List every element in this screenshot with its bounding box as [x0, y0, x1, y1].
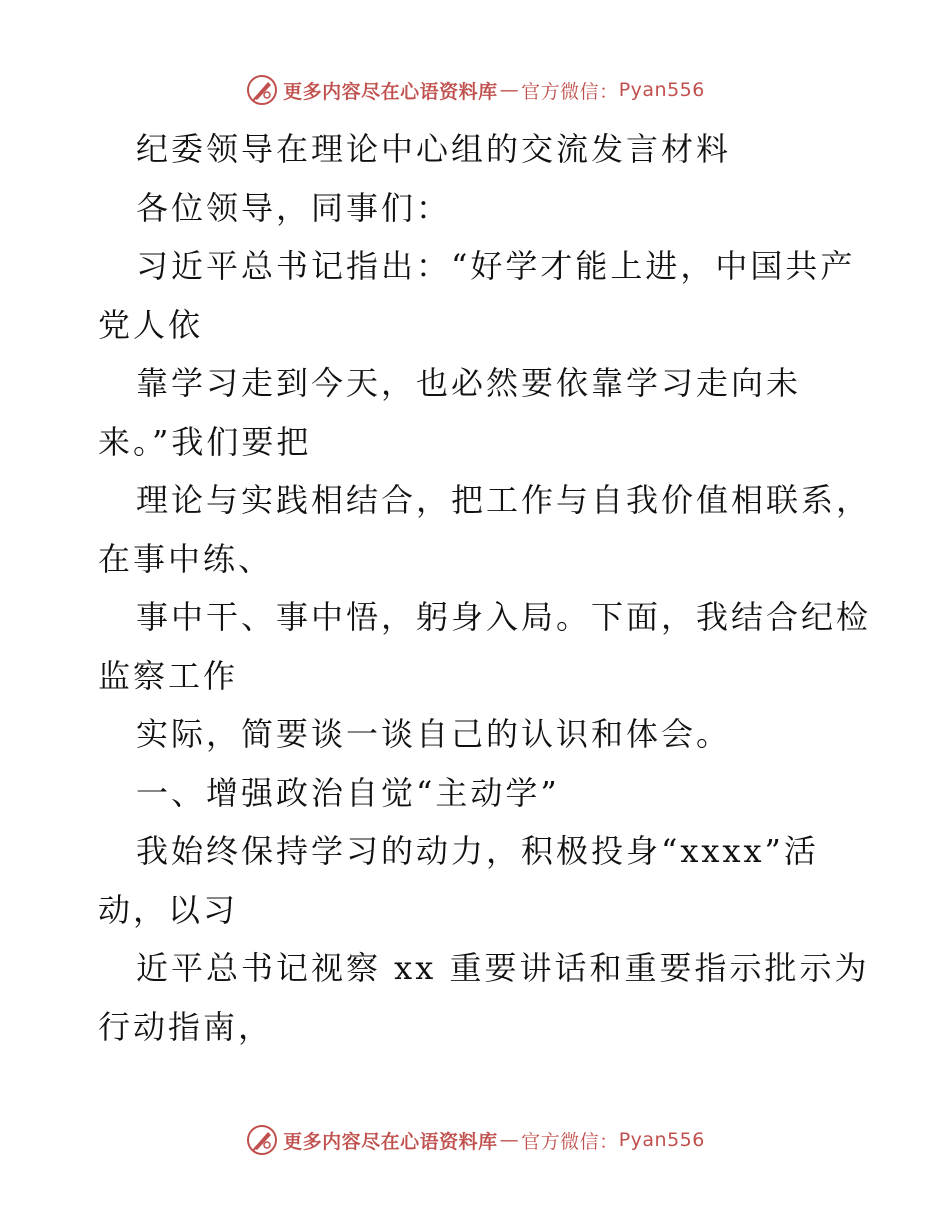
- text-line: 在事中练、: [98, 539, 274, 578]
- text-line: 理论与实践相结合，把工作与自我价值相联系，: [136, 481, 872, 519]
- quill-pen-logo-icon: [245, 1123, 279, 1157]
- document-title: 纪委领导在理论中心组的交流发言材料: [136, 130, 732, 168]
- document-body: [98, 120, 872, 1056]
- header-watermark: [0, 70, 950, 110]
- text-line: 习近平总书记指出：“好学才能上进，中国共产: [136, 247, 856, 285]
- section-heading: 一、增强政治自觉“主动学”: [136, 773, 560, 812]
- footer-watermark: [0, 1120, 950, 1160]
- text-line: 行动指南，: [98, 1007, 274, 1046]
- text-line: 我始终保持学习的动力，积极投身“xxxx”活: [136, 832, 819, 870]
- text-line: 实际，简要谈一谈自己的认识和体会。: [136, 715, 732, 753]
- watermark-separator: —: [499, 1129, 520, 1151]
- text-line: 事中干、事中悟，躬身入局。下面，我结合纪检: [136, 598, 872, 636]
- watermark-id: Pyan556: [618, 1129, 705, 1151]
- watermark-separator: —: [499, 79, 520, 101]
- text-line: 近平总书记视察 xx 重要讲话和重要指示批示为: [136, 949, 870, 987]
- text-line: 靠学习走到今天，也必然要依靠学习走向未: [136, 364, 802, 402]
- watermark-label: 官方微信：: [521, 80, 619, 103]
- text-line: 动，以习: [98, 890, 239, 929]
- watermark-label: 官方微信：: [521, 1130, 619, 1153]
- text-line: 监察工作: [98, 656, 239, 695]
- salutation: 各位领导，同事们：: [136, 188, 452, 227]
- watermark-id: Pyan556: [618, 79, 705, 101]
- text-line: 来。”我们要把: [98, 422, 312, 461]
- watermark-text: 更多内容尽在心语资料库: [283, 1130, 498, 1153]
- quill-pen-logo-icon: [245, 73, 279, 107]
- text-line: 党人依: [98, 305, 204, 344]
- watermark-text: 更多内容尽在心语资料库: [283, 80, 498, 103]
